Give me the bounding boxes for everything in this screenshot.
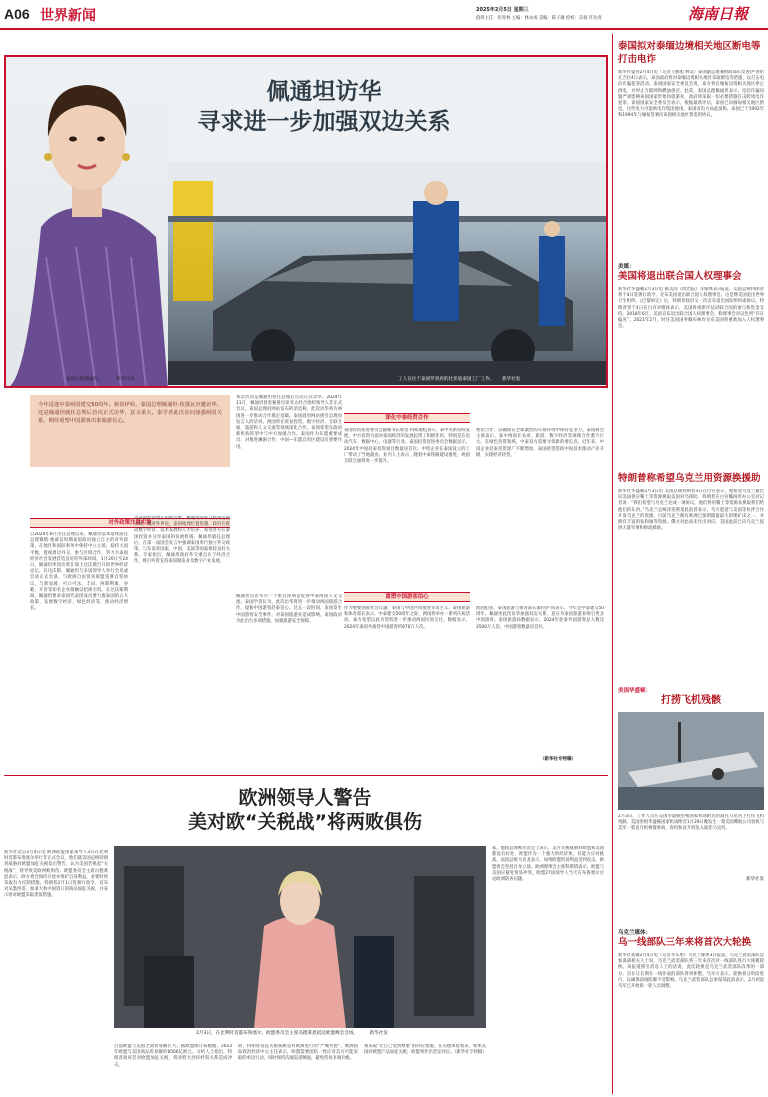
lead-intro-box — [30, 395, 230, 467]
header-rule — [0, 28, 768, 30]
lead-col-2: 为泰国经济增长的新引擎。佩通坦的外交政策注重实效。她对外界说，泰国地理位置优越，政府在推动数字经济、技术发展和人才培养，希望各方在泰国投资并分享泰国的发展机遇。佩通坦就任总理后，在第一届国会发言中强调泰国奉行独立外交政策，与东南亚国家、中国、美国等国家保持良好关系。专家指出，佩通坦政府外交重点在于经济合作，吸引外资支持泰国制造业及数字产业发展。 — [134, 516, 230, 565]
subhead-policy: 对外政策注重实效 — [30, 518, 230, 528]
lead-col-6: 佩通坦出访华另一个重点预期是促进中泰两国人文交流。泰国学者认为，此次访华将进一步推动两国旅游合作，提振中国游客赴泰信心。过去一段时间，泰国发生中国游客安全事件，对泰国旅游业造成影响。泰国政府为此出台多项措施，加强旅游安全保障。 — [236, 594, 342, 624]
europe-photo-illustration — [114, 846, 486, 1028]
salvage-kicker: 美国华盛顿： — [618, 688, 652, 694]
story-trump-ukraine-title: 特朗普称希望乌克兰用资源换援助 — [618, 473, 761, 484]
salvage-credit: 新华社发 — [746, 877, 764, 882]
europe-title-line1: 欧洲领导人警告 — [238, 787, 372, 809]
subhead-trade: 深化中泰经贸合作 — [344, 413, 470, 423]
portrait-illustration — [6, 57, 168, 388]
story-ukraine-rotation-kicker: 乌克兰媒体： — [618, 930, 652, 936]
europe-col-5: 须采取“让自己受到尊重”的回应措施。在冯德莱恩看来，如果美国对欧盟产品加征关税，欧盟将作出坚定回应。（新华社专特稿） — [364, 1044, 486, 1056]
salvage-photo — [618, 712, 764, 810]
editor-credits: 值班主任：彭青林 主编：林永成 美编：陈子敏 检校：东娟 许达青 — [476, 16, 602, 21]
story-thailand-power-title: 泰国拟对泰缅边境相关地区断电等打击电诈 — [618, 41, 761, 65]
salvage-illustration — [618, 712, 764, 810]
story-trump-ukraine-body: 新华社华盛顿2月3日电 美国总统特朗普3日在白宫表示，他希望乌克兰通过向美国供应稀土等资源换取美国对乌援助。特朗普在白宫椭圆形办公室对记者说：“我们希望与乌克兰达成一项协议，他们将用稀土等资源来换取我们给他们的东西。”乌克兰总统泽连斯基此前曾表示，乌方愿意与美国等伙伴合作开发乌克兰的资源。目前乌克兰拥有欧洲已探明储量最大的锂矿床之一，并拥有丰富的钛和铀等资源。俄方对此尚未作出回应。美国此前已向乌克兰提供大量军事和财政援助。 — [618, 489, 764, 532]
europe-caption-text: 2月3日，在比利时首都布鲁塞尔，欧盟委员会主席冯德莱恩抵达欧盟峰会会场。 — [196, 1031, 359, 1036]
europe-photo — [114, 846, 486, 1028]
factory-photo — [153, 161, 608, 385]
story-us-unhrc-kicker: 美媒： — [618, 264, 635, 270]
europe-top-rule — [4, 775, 608, 776]
lead-col-5: 密切合作，以确保在全球激烈的市场环境中保持竞争力。泰国商会主席表示，泰中两国在农业、旅游、数字经济等领域合作潜力巨大。在绿色投资领域，中泰双方需要寻找新的增长点。近年来，中国企业赴泰投资建厂不断增加，泰国希望借助中国技术推动产业升级，实现经济转型。 — [476, 428, 604, 458]
europe-photo-caption — [196, 1031, 486, 1037]
photo-story-salvage — [618, 686, 764, 882]
salvage-title: 打捞飞机残骸 — [661, 695, 721, 706]
subhead-tourism: 重塑中国游客信心 — [344, 592, 470, 602]
europe-col-1: 新华社北京2月4日电 欧洲联盟国家领导人3日在比利时首都布鲁塞尔举行非正式会议，他们就美国总统特朗普威胁对欧盟加征关税发出警告，认为美国若挑起“关税战”，将导致美欧两败俱伤。欧盟委员会主席冯德莱恩表示，欧方将会保持开放并维护自身利益，必要时将采取有力反制措施。特朗普2月1日签署行政令，宣布对从墨西哥、加拿大和中国进口的商品加征关税，并表示将对欧盟采取类似措施。 — [4, 850, 108, 899]
story-ukraine-rotation-title: 乌一线部队三年来将首次大轮换 — [618, 937, 752, 948]
factory-caption-text: 工人在位于泰国罗勇府的比亚迪泰国工厂工作。 — [398, 377, 495, 382]
europe-credit: 新华社发 — [369, 1031, 388, 1036]
europe-col-2: 家。德国总理朔尔茨会上表示，美方关税威胁对欧盟和美国都没有好处，欧盟作为一个强大的经济体，有能力应对挑战。法国总统马克龙表示，如果欧盟贸易利益受到攻击，欧盟将会坚持自身立场。欧洲理事会主席科斯塔表示，欧盟与美国应避免贸易冲突。欧盟27国领导人当天在布鲁塞尔讨论欧洲防务问题。 — [492, 846, 604, 883]
lead-col-3: 本次访问是佩通坦担任总理后首次正式访华。2024年11月，佩通坦曾赴秘鲁出席亚太经合组织领导人非正式会议。泰国总理府网站发布的消息称，此次访华将为两国进一步推动合作奠定基础。泰国政府网站援引总理府发言人的话说，两国将在贸易投资、数字经济、互联互通、旅游和人文交流等领域深化合作。泰国希望在政府新机构转型中与中方加强合作。泰国作为东盟重要成员，对推进澜湄合作、中国—东盟自贸区建设有重要作用。 — [236, 395, 342, 450]
header-bar — [0, 0, 768, 34]
europe-col-4: 故，特朗普发起关税威胁是对欧洲进行的“严峻考验”。欧洲国际政治经济中心主任表示，欧盟需要团结一致应对美方可能采取的单边行动，同时保持沟通渠道畅通，避免贸易争端升级。 — [238, 1044, 358, 1062]
europe-title-line2: 美对欧“关税战”将两败俱伤 — [188, 811, 422, 833]
lead-feature-frame — [4, 55, 608, 388]
masthead-logo: 海南日報 — [688, 5, 749, 23]
portrait-caption-text: 泰国总理佩通坦。 — [66, 377, 103, 382]
lead-col-8: 跨国犯罪。泰国旅游与体育部长素拉萨·同表示，今年是中泰建交50周年，佩通坦此次访华加强双边关系，意在为泰国旅游业吸引更多中国游客。泰国旅游局数据显示，2024年赴泰外国游客总人数达3500万人次，中国游客数量居首位。 — [476, 606, 604, 630]
lead-author: （新华社专特稿） — [540, 757, 576, 762]
europe-title — [60, 786, 550, 834]
portrait-photo — [6, 57, 168, 388]
lead-col-4: 泰国投资促进委员会副秘书长那里·特斯迪松表示，泰中关系持续发展，中方投资方面对泰国经济的发展起到了积极作用，特别是在电动汽车、数据中心、电器等行业。泰国投资促进委员会数据显示，2024年中国赴泰投资项目数量居首位。中资企业在泰国设立的工厂带动了当地就业。业内人士表示，随着中泰铁路建设推进，两国互联互通将进一步提升。 — [344, 428, 470, 465]
lead-col-1: 自2024年8月出任总理以来，佩通坦基本延续前任总理赛塔·他威信时期泰国政府独立自主的对外政策，在地区和国际事务中保持中立立场，稳持大国平衡，置视周边外交，参与区域合作，努力为泰国经济社会发展营造良好的外部环境。1月20日至24日，佩通坦率团出席在瑞士达沃斯召开的世界经济论坛。在达沃斯，佩通坦与多国领导人举行会见或会谈正式会谈，与欧洲自由贸易联盟签署自贸协议，与新加坡、可口可乐、丰田、阿斯利康、谷歌、开普等知名企业接触以招商引资。在达沃斯期间，佩通坦要求泰国代表团成员要力推泰国的五大政策，发展数字经济、绿色经济等，推动经济增长。 — [30, 532, 128, 612]
lead-intro-text: 今年适逢中泰两国建交50周年。新春伊始，泰国总理佩通坦·钦那瓦应邀访华，这是佩通坦就任总理后首次正式访华，意义重大。泰学者此次访问加强两国关系，期待重塑中国游客出泰旅游信心。 — [38, 402, 222, 424]
factory-caption — [398, 377, 606, 383]
factory-credit: 新华社发 — [501, 377, 521, 382]
factory-illustration — [153, 161, 608, 385]
section-title: 世界新闻 — [40, 8, 96, 24]
portrait-credit: 新华社发 — [116, 377, 135, 382]
lead-col-7: 作为重要国际社会议题，泰国与中国共同推进多边主义。泰国旅游和体育部长表示，中泰建交50周年之际，两国将举办一系列庆祝活动，泰方希望以此为契机进一步推动两国民间交往。数据显示，2024年泰国共接待中国游客约670万人次。 — [344, 606, 470, 630]
story-us-unhrc — [618, 262, 764, 435]
story-us-unhrc-title: 美国将退出联合国人权理事会 — [618, 271, 742, 282]
weekday-text: 星期三 — [513, 7, 529, 13]
story-trump-ukraine — [618, 472, 764, 667]
lead-title-line1: 佩通坦访华 — [266, 79, 382, 105]
sidebar-divider — [612, 34, 613, 1094]
portrait-caption — [66, 377, 206, 383]
lead-title — [164, 77, 484, 137]
story-thailand-power — [618, 40, 764, 230]
story-us-unhrc-body: 新华社华盛顿2月3日电 据美国《政治报》等媒体3日报道，美国总统特朗普将于4日签署行政令，宣布美国退出联合国人权理事会。这是继美国退出世界卫生组织、《巴黎协定》后，特朗普政府又一次宣布退出国际组织或协议。特朗普曾于4日在白宫对媒体表示，美国将重新评估对联合国的参与和资金支持。2018年6月，美国宣布退出联合国人权理事会，称理事会对以色列“存在偏见”。2021年2月，时任美国国务卿布林肯宣布美国将重新加入人权理事会。 — [618, 287, 764, 330]
europe-col-3: 目前欧盟与美国之间贸易额巨大。据欧盟统计局数据，2023年欧盟与美国商品贸易额约8500亿欧元。分析人士指出，特朗普政府若对欧盟加征关税，将对跨大西洋经贸关系造成冲击。 — [114, 1044, 232, 1068]
lead-title-line2: 寻求进一步加强双边关系 — [197, 109, 451, 135]
story-ukraine-rotation-body: 新华社基辅2月4日电（记者李东旭）乌克兰媒体3日报道，乌克兰武装部队总参谋部相关人士说，乌克兰武装部队将三年来首次对一线部队进行大规模轮换。该报道援引消息人士的话说，此次轮换是乌克兰武装部队改革的一部分，旨在让长期在一线作战的部队得到休整。乌军方表示，轮换将分阶段进行，以确保前线防御不受影响。乌克兰武装部队总参谋部此前表示，2月初起乌军已开始新一轮人员调整。 — [618, 953, 764, 990]
salvage-caption: 2月3日，工作人员在美国华盛顿里根国家机场附近的波托马克河上打捞飞机残骸。美国里根华盛顿国家机场附近1月29日晚发生一架美国鹰航公司客机与美军一架直升机相撞事故，客机和直升机坠入波托马克河。 — [618, 814, 764, 832]
story-thailand-power-body: 新华社曼谷2月4日电（记者王腾旭 林昊）泰国副总理兼财政部长皮查伊·春哈瓦吉拉4日表示，泰国政府将对泰缅边境相关地区采取断电等措施，以打击电信诈骗犯罪活动。泰国国家安全委员会说，泰方将在缅甸边境相关地区停止供电，并停止互联网和燃油供应。此前，泰国总理佩通坦表示，电信诈骗问题严重影响泰国国家形象和旅游业，政府将采取一切必要措施打击跨境电诈犯罪。泰国国家安全委员会表示，根据最新评估，泰国已向缅甸相关地区供电，这些电力可能被电诈集团使用。泰国省电力局此前称，泰国已于1992年和1994年与缅甸签署向该国相关地区售电的协议。 — [618, 70, 764, 119]
issue-date — [476, 6, 529, 13]
page-number: A06 — [4, 6, 30, 22]
story-ukraine-rotation — [618, 928, 764, 1071]
date-text: 2025年2月5日 — [476, 7, 512, 13]
